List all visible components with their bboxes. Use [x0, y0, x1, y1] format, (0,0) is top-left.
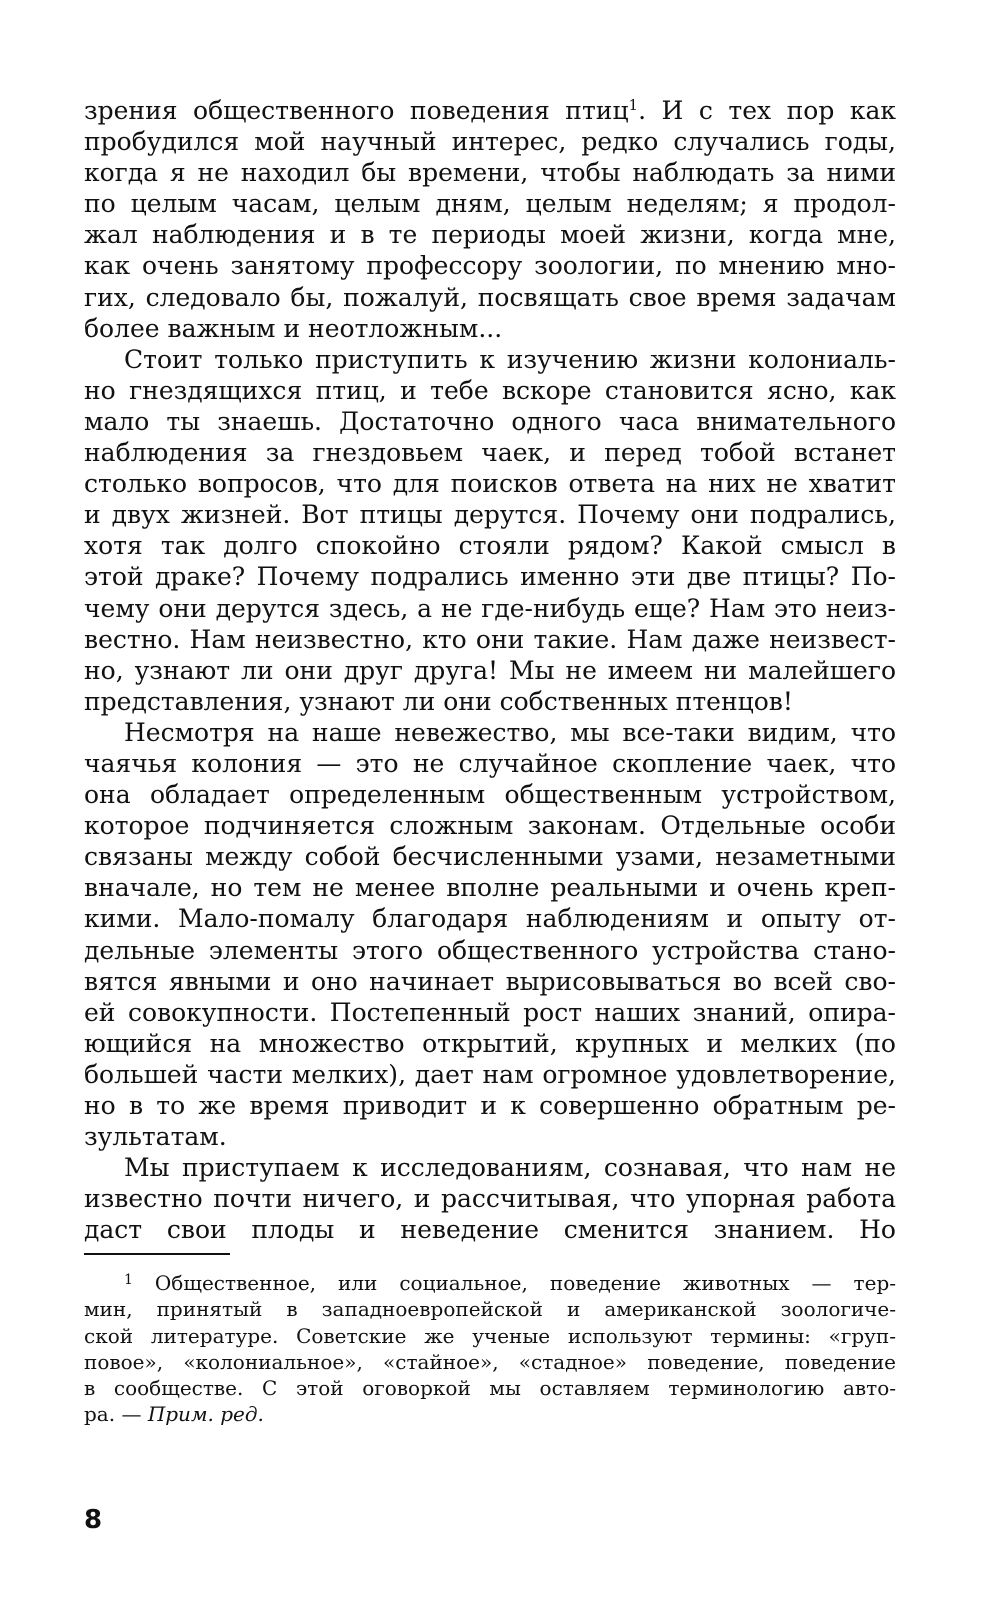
- text-line: дельные элементы этого общественного устройства стано-: [84, 935, 896, 965]
- text-line: пробудился мой научный интерес, редко случались годы,: [84, 127, 896, 157]
- text-line: [84, 95, 896, 126]
- text-line: Стоит только приступить к изучению жизни колониаль-: [124, 344, 896, 374]
- footnote-line: повое», «колониальное», «стайное», «стадное» поведение, поведение: [84, 1349, 896, 1374]
- text-line: ющийся на множество открытий, крупных и мелких (по: [84, 1028, 896, 1058]
- text-line: но гнездящихся птиц, и тебе вскоре становится ясно, как: [84, 375, 896, 405]
- paragraph-3: [84, 717, 896, 1152]
- page-body: [84, 95, 896, 1245]
- footnote-reference: 1: [628, 96, 639, 114]
- footnote-divider: [84, 1253, 230, 1255]
- text-line: ей совокупности. Постепенный рост наших знаний, опира-: [84, 997, 896, 1027]
- text-line: известно почти ничего, и рассчитывая, что упорная работа: [84, 1184, 896, 1214]
- footnote-line: [84, 1401, 896, 1427]
- footnote-mark: 1: [124, 1272, 133, 1288]
- text-line: она обладает определенным общественным устройством,: [84, 780, 896, 810]
- footnote-line: мин, принятый в западноевропейской и американской зоологиче-: [84, 1297, 896, 1322]
- paragraph-4: [84, 1152, 896, 1245]
- text-line: наблюдения за гнездовьем чаек, и перед тобой встанет: [84, 438, 896, 468]
- text-line: мало ты знаешь. Достаточно одного часа внимательного: [84, 406, 896, 436]
- text-line: вначале, но тем не менее вполне реальными и очень креп-: [84, 873, 896, 903]
- text-line: когда я не находил бы времени, чтобы наблюдать за ними: [84, 158, 896, 188]
- text-line: чаячья колония — это не случайное скопление чаек, что: [84, 748, 896, 778]
- text-line: представления, узнают ли они собственных птенцов!: [84, 686, 793, 716]
- text-line: большей части мелких), дает нам огромное удовлетворение,: [84, 1059, 896, 1089]
- text-line-part: . И с тех пор как: [638, 96, 896, 125]
- text-line: хотя так долго спокойно стояли рядом? Какой смысл в: [84, 531, 896, 561]
- text-line: которое подчиняется сложным законам. Отдельные особи: [84, 811, 896, 841]
- text-line: по целым часам, целым дням, целым неделям; я продол-: [84, 189, 896, 219]
- footnote-line: ской литературе. Советские же ученые используют термины: «груп-: [84, 1323, 896, 1348]
- text-line: этой драке? Почему подрались именно эти две птицы? По-: [84, 562, 896, 592]
- text-line: чему они дерутся здесь, а не где-нибудь еще? Нам это неиз-: [84, 593, 896, 623]
- text-line: жал наблюдения и в те периоды моей жизни, когда мне,: [84, 220, 896, 250]
- text-line: связаны между собой бесчисленными узами, незаметными: [84, 842, 896, 872]
- text-line: Мы приступаем к исследованиям, сознавая, что нам не: [124, 1153, 896, 1183]
- footnote-line-text: ра. —: [84, 1402, 148, 1427]
- text-line: Несмотря на наше невежество, мы все-таки видим, что: [124, 717, 896, 747]
- text-line: как очень занятому профессору зоологии, по мнению мно-: [84, 251, 896, 281]
- text-line: гих, следовало бы, пожалуй, посвящать свое время задачам: [84, 282, 896, 312]
- page-number: 8: [84, 1505, 103, 1535]
- text-line: кими. Мало-помалу благодаря наблюдениям и опыту от-: [84, 904, 896, 934]
- footnote-line: в сообществе. С этой оговоркой мы оставляем терминологию авто-: [84, 1376, 896, 1401]
- text-line: и двух жизней. Вот птицы дерутся. Почему они подрались,: [84, 500, 896, 530]
- text-line: но, узнают ли они друг друга! Мы не имеем ни малейшего: [84, 655, 896, 685]
- text-line: столько вопросов, что для поисков ответа на них не хватит: [84, 469, 896, 499]
- paragraph-1: [84, 95, 896, 344]
- footnote-line-text: Общественное, или социальное, поведение животных — тер-: [154, 1271, 896, 1295]
- footnote-line: [84, 1270, 896, 1296]
- text-line: вятся явными и оно начинает вырисовываться во всей сво-: [84, 966, 896, 996]
- footnote: [84, 1270, 896, 1428]
- text-line: вестно. Нам неизвестно, кто они такие. Нам даже неизвест-: [84, 624, 896, 654]
- editor-note: Прим. ред.: [147, 1402, 264, 1427]
- text-line: но в то же время приводит и к совершенно обратным ре-: [84, 1091, 896, 1120]
- text-line-part: зрения общественного поведения птиц: [84, 96, 629, 125]
- paragraph-2: [84, 344, 896, 717]
- text-line: зультатам.: [84, 1122, 227, 1152]
- text-line: даст свои плоды и неведение сменится знанием. Но: [84, 1215, 896, 1245]
- text-line: более важным и неотложным...: [84, 313, 503, 343]
